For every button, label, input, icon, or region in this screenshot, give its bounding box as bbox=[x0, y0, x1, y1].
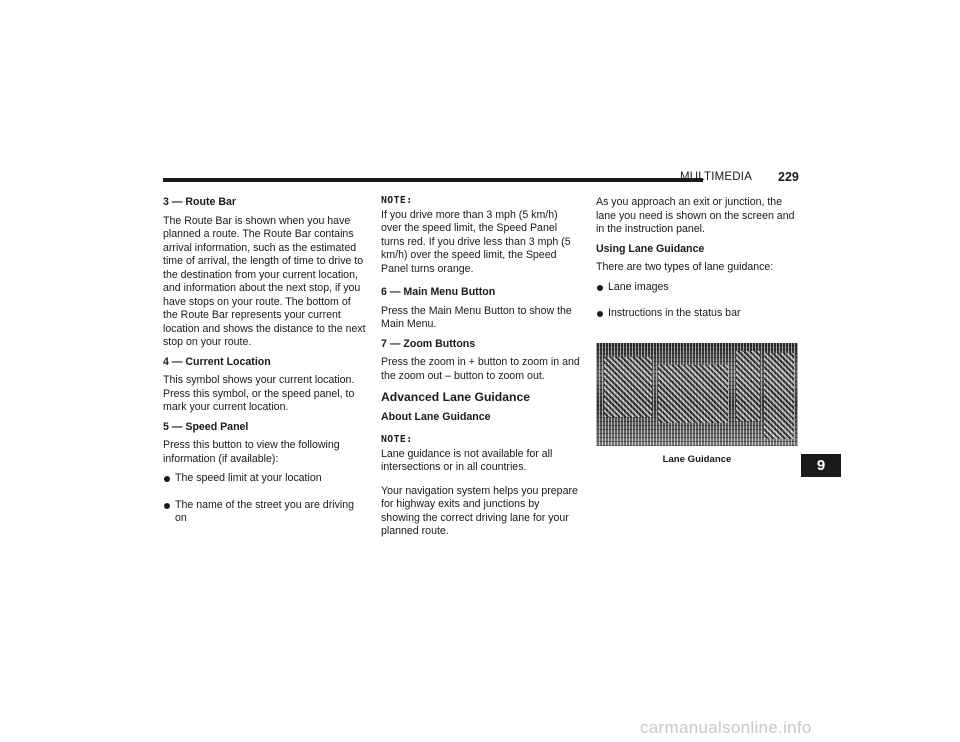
current-location-heading: 4 — Current Location bbox=[163, 355, 271, 368]
chapter-tab: 9 bbox=[801, 454, 841, 477]
column-2 bbox=[381, 194, 581, 545]
watermark: carmanualsonline.info bbox=[640, 718, 812, 737]
image-texture bbox=[736, 351, 760, 421]
image-texture bbox=[764, 353, 794, 439]
lane-guidance-image bbox=[596, 343, 798, 446]
advanced-lane-guidance-heading: Advanced Lane Guidance bbox=[381, 390, 530, 404]
list-item bbox=[596, 281, 801, 295]
list-item bbox=[596, 307, 801, 321]
using-lane-guidance-heading: Using Lane Guidance bbox=[596, 242, 705, 255]
list-item bbox=[163, 499, 368, 526]
zoom-text: Press the zoom in + button to zoom in and the zoom out – button to zoom out. bbox=[381, 356, 580, 382]
navigation-text: Your navigation system helps you prepare for highway exits and junctions by showing the correct driving lane for your planned route. bbox=[381, 484, 578, 537]
section-title: MULTIMEDIA bbox=[680, 171, 753, 183]
note-label: NOTE: bbox=[381, 434, 413, 445]
bullet-icon bbox=[597, 311, 603, 317]
note-text: Lane guidance is not available for all intersections or in all countries. bbox=[381, 447, 553, 473]
types-text: There are two types of lane guidance: bbox=[596, 261, 774, 273]
image-texture bbox=[604, 357, 652, 417]
main-menu-heading: 6 — Main Menu Button bbox=[381, 286, 496, 298]
bullet-text: The name of the street you are driving on bbox=[175, 498, 355, 524]
route-bar-text: The Route Bar is shown when you have planned a route. The Route Bar contains arrival information, such as the estimated time of arrival, the length of time to drive to the destination from your current location, and information about the next stop, if you have stops on your route. The bottom of the Route Bar represents your current location and shows the distance to the next stop on your route. bbox=[163, 214, 366, 348]
current-location-text: This symbol shows your current location. Press this symbol, or the speed panel, to mark your current location. bbox=[163, 374, 355, 413]
figure-caption: Lane Guidance bbox=[662, 453, 732, 465]
route-bar-heading: 3 — Route Bar bbox=[163, 196, 236, 208]
list-item bbox=[163, 472, 368, 486]
header-rule bbox=[163, 178, 703, 182]
bullet-icon bbox=[164, 476, 170, 482]
bullet-text: Lane images bbox=[608, 280, 669, 293]
bullet-text: The speed limit at your location bbox=[175, 472, 322, 484]
bullet-icon bbox=[597, 285, 603, 291]
bullet-text: Instructions in the status bar bbox=[608, 307, 741, 319]
column-3 bbox=[596, 196, 801, 466]
main-menu-text: Press the Main Menu Button to show the Main Menu. bbox=[381, 304, 572, 330]
column-1 bbox=[163, 196, 368, 539]
about-lane-guidance-heading: About Lane Guidance bbox=[381, 410, 491, 423]
speed-panel-heading: 5 — Speed Panel bbox=[163, 420, 249, 433]
bullet-icon bbox=[164, 503, 170, 509]
note-label: NOTE: bbox=[381, 195, 413, 206]
approach-text: As you approach an exit or junction, the lane you need is shown on the screen and in the instruction panel. bbox=[596, 196, 795, 235]
page-number: 229 bbox=[778, 170, 799, 184]
speed-panel-text: Press this button to view the following information (if available): bbox=[163, 439, 340, 465]
image-texture bbox=[658, 365, 728, 423]
note-text: If you drive more than 3 mph (5 km/h) over the speed limit, the Speed Panel turns red. If you drive less than 3 mph (5 km/h) over the speed limit, the Speed Panel turns orange. bbox=[381, 208, 571, 275]
zoom-heading: 7 — Zoom Buttons bbox=[381, 337, 476, 350]
